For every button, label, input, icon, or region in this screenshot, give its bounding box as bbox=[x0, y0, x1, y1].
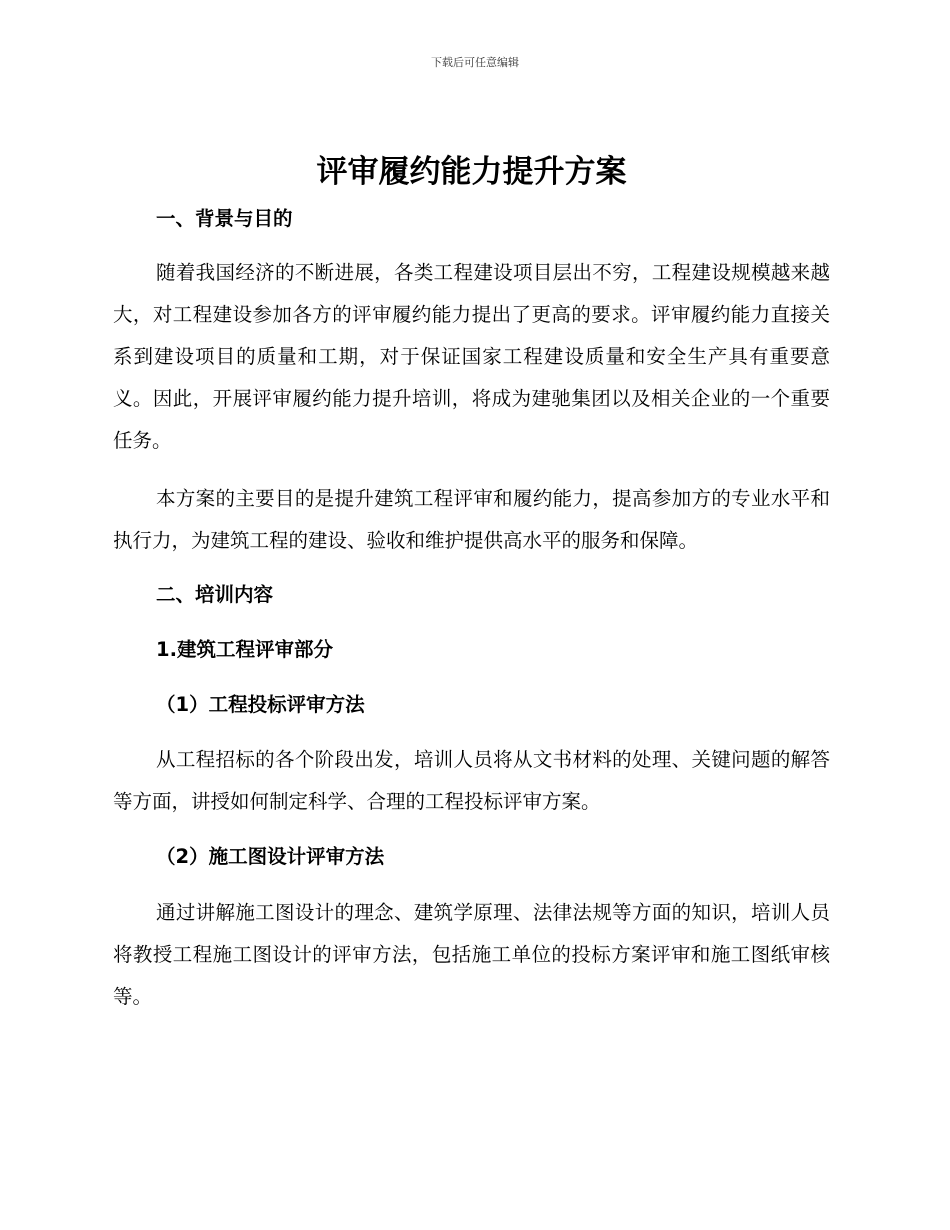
paragraph-drawing-review: 通过讲解施工图设计的理念、建筑学原理、法律法规等方面的知识，培训人员将教授工程施工图设计的评审方法，包括施工单位的投标方案评审和施工图纸审核等。 bbox=[113, 901, 830, 1008]
header-note: 下载后可任意编辑 bbox=[431, 56, 519, 69]
section-heading-background: 一、背景与目的 bbox=[156, 207, 293, 230]
paragraph-bidding-review: 从工程招标的各个阶段出发，培训人员将从文书材料的处理、关键问题的解答等方面，讲授如何制定科学、合理的工程投标评审方案。 bbox=[113, 748, 830, 813]
paragraph-purpose: 本方案的主要目的是提升建筑工程评审和履约能力，提高参加方的专业水平和执行力，为建筑工程的建设、验收和维护提供高水平的服务和保障。 bbox=[113, 487, 830, 552]
item-heading-bidding-review: （1）工程投标评审方法 bbox=[156, 693, 365, 716]
paragraph-background: 随着我国经济的不断进展，各类工程建设项目层出不穷，工程建设规模越来越大，对工程建设参加各方的评审履约能力提出了更高的要求。评审履约能力直接关系到建设项目的质量和工期，对于保证国家工程建设质量和安全生产具有重要意义。因此，开展评审履约能力提升培训，将成为建驰集团以及相关企业的一个重要任务。 bbox=[113, 261, 830, 452]
document-title: 评审履约能力提升方案 bbox=[316, 154, 627, 190]
section-heading-training: 二、培训内容 bbox=[156, 583, 274, 606]
item-heading-drawing-review: （2）施工图设计评审方法 bbox=[156, 845, 385, 868]
subsection-heading-review: 1.建筑工程评审部分 bbox=[156, 638, 333, 661]
